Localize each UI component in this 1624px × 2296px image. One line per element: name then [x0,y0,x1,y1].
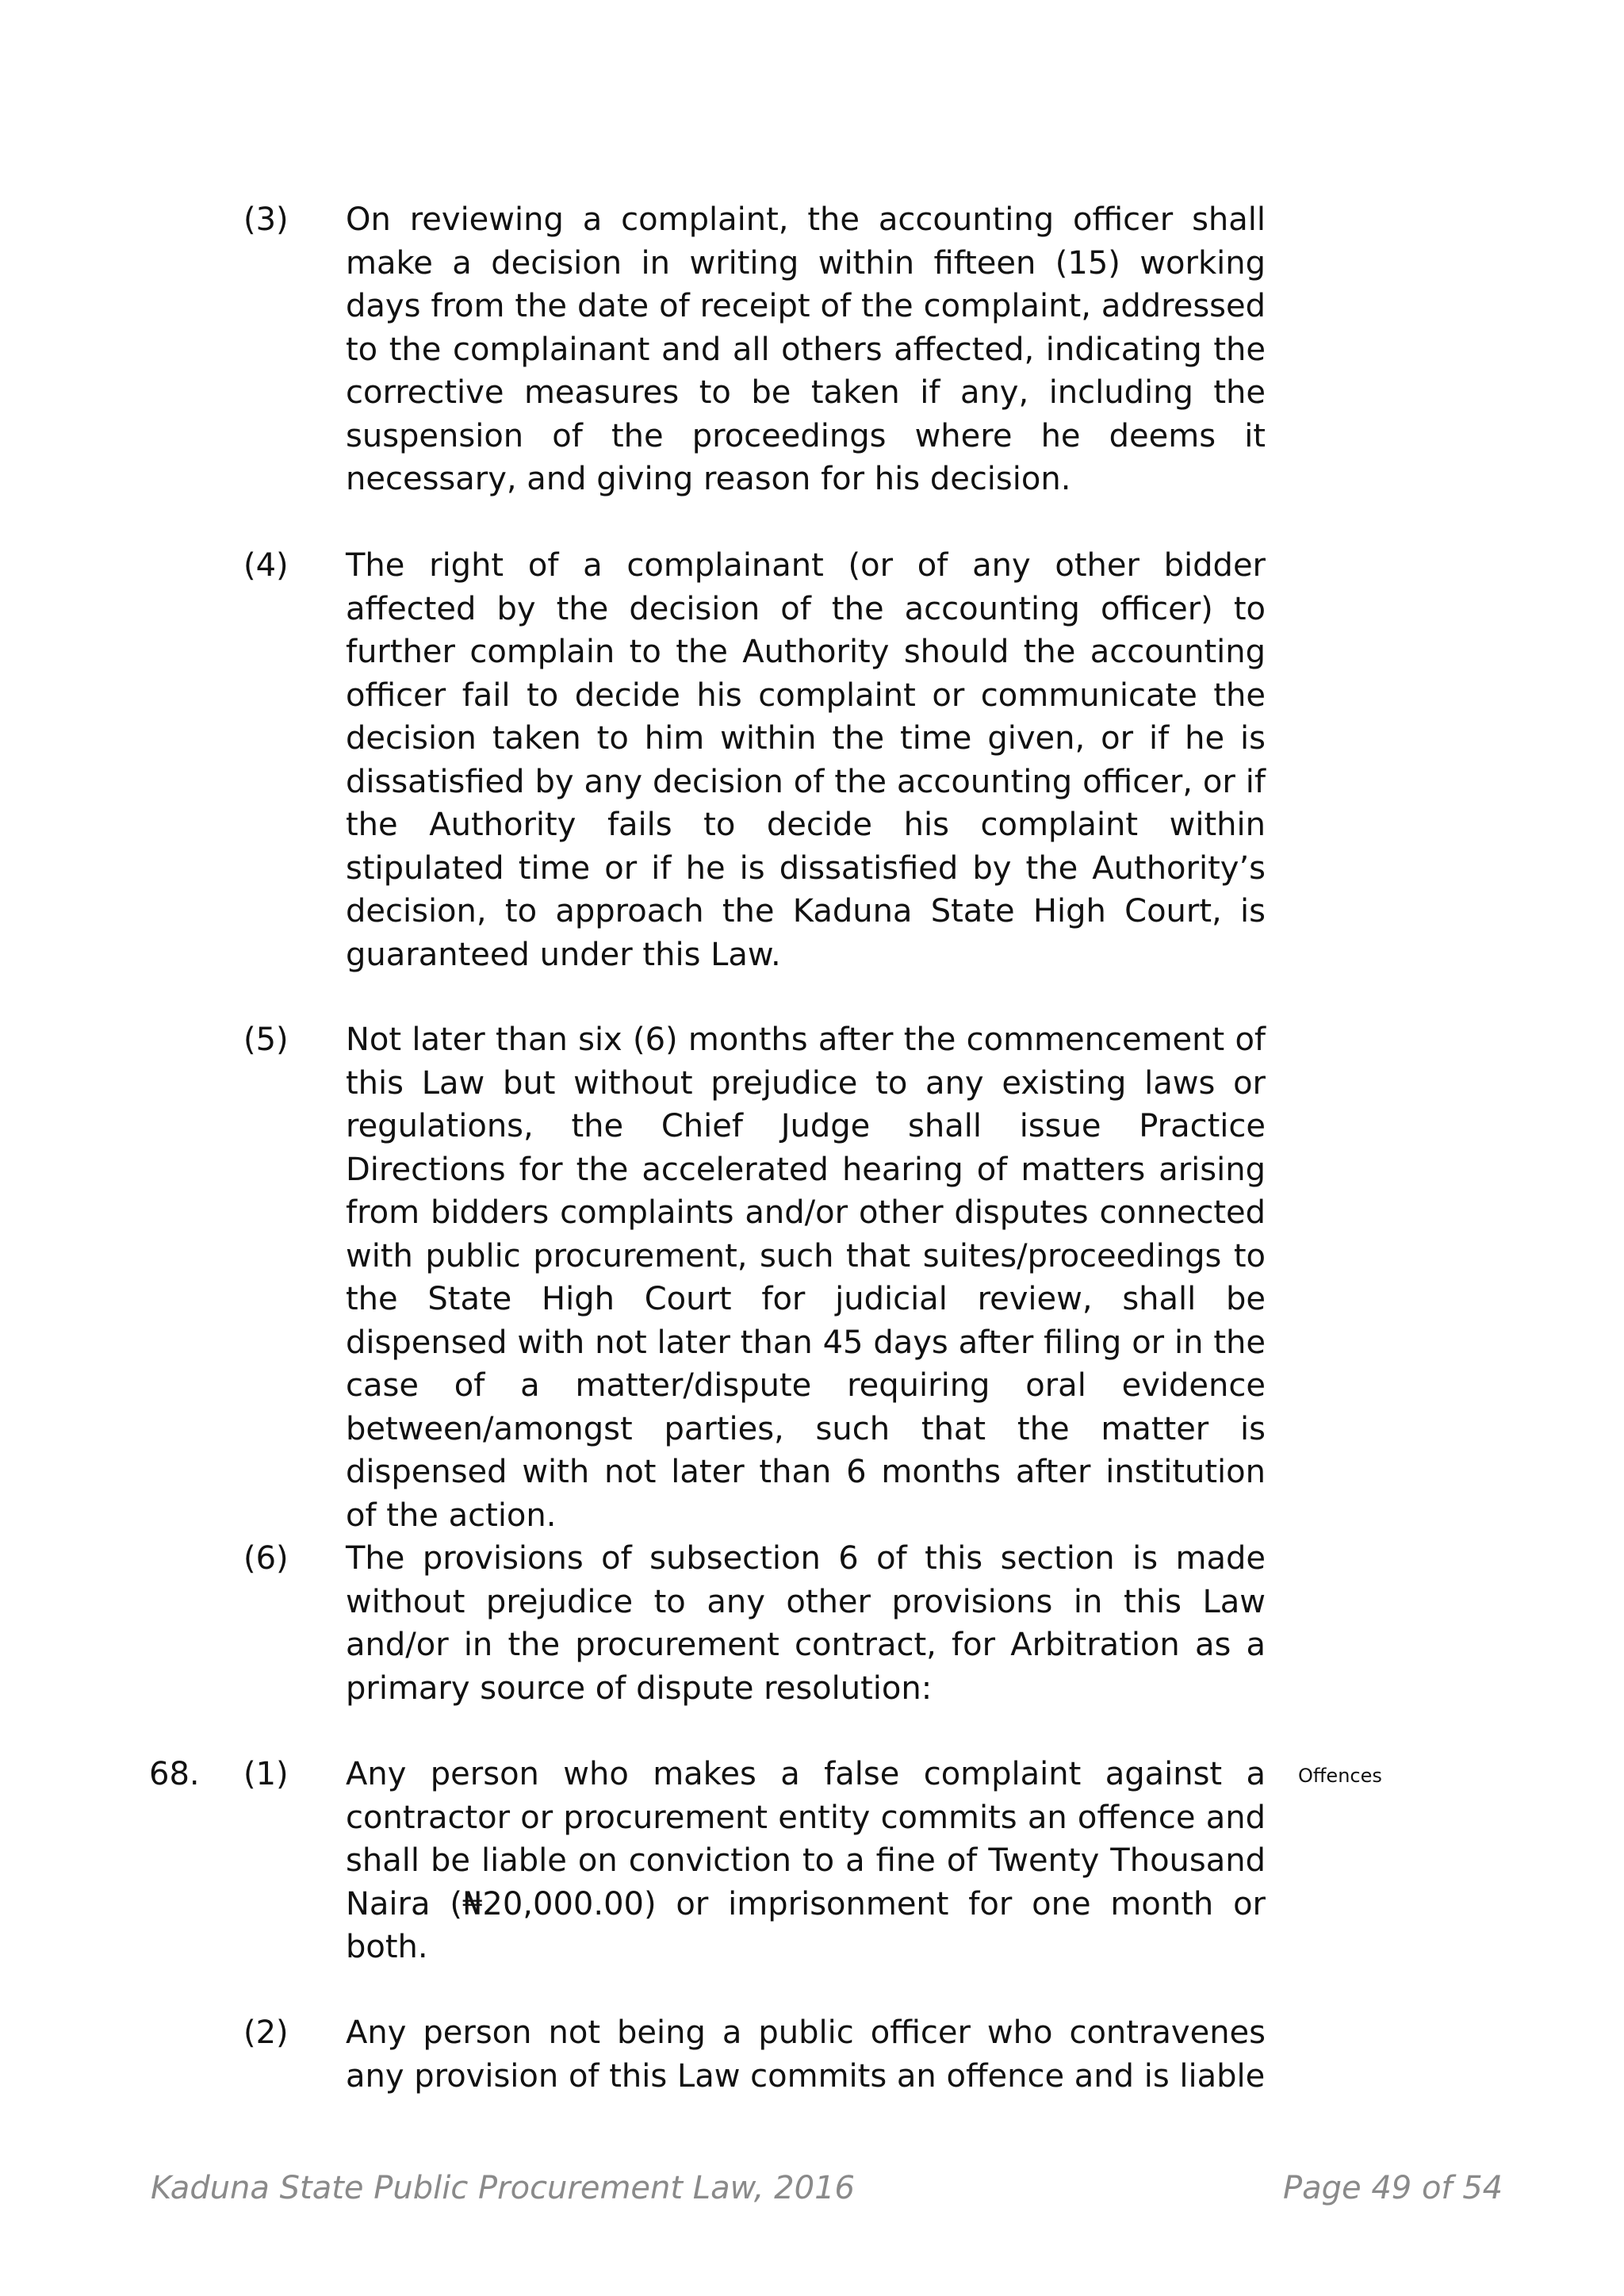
subsection-number: (5) [243,1022,289,1058]
paragraph-text: Any person not being a public officer who contravenes any provision of this Law commits an offence and is liable [346,2014,1266,2095]
paragraph-text: Not later than six (6) months after the commencement of this Law but without prejudice to any existing laws or regulations, the Chief Judge shall issue Practice Directions for the accelerated hearing of matters arising from bidders complaints and/or other disputes connected with public procurement, such that suites/proceedings to the State High Court for judicial review, shall be dispensed with not later than 45 days after filing or in the case of a matter/dispute requiring oral evidence between/amongst parties, such that the matter is dispensed with not later than 6 months after institution of the action. [346,1022,1266,1534]
subsection-number: (4) [243,547,289,584]
subsection-number: (6) [243,1540,289,1577]
margin-note: Offences [1298,1765,1382,1787]
paragraph-text: On reviewing a complaint, the accounting officer shall make a decision in writing within fifteen (15) working days from the date of receipt of the complaint, addressed to the complainant and all others affected, indicating the corrective measures to be taken if any, including the suspension of the proceedings where he deems it necessary, and giving reason for his decision. [346,201,1266,497]
footer-title: Kaduna State Public Procurement Law, 2016 [151,2170,855,2206]
paragraph-text: The right of a complainant (or of any other bidder affected by the decision of the accounting officer) to further complain to the Authority should the accounting officer fail to decide his complaint or communicate the decision taken to him within the time given, or if he is dissatisfied by any decision of the accounting officer, or if the Authority fails to decide his complaint within stipulated time or if he is dissatisfied by the Authority’s decision, to approach the Kaduna State High Court, is guaranteed under this Law. [346,547,1266,973]
paragraph-text: Any person who makes a false complaint against a contractor or procurement entity commits an offence and shall be liable on conviction to a fine of Twenty Thousand Naira (₦20,000.00) or imprisonment for one month or both. [346,1756,1266,1965]
paragraph-text: The provisions of subsection 6 of this section is made without prejudice to any other provisions in this Law and/or in the procurement contract, for Arbitration as a primary source of dispute resolution: [346,1540,1266,1707]
section-number: 68. [149,1756,200,1792]
subsection-number: (3) [243,201,289,238]
subsection-number: (2) [243,2014,289,2051]
footer-page-number: Page 49 of 54 [1283,2170,1503,2206]
subsection-number: (1) [243,1756,289,1792]
